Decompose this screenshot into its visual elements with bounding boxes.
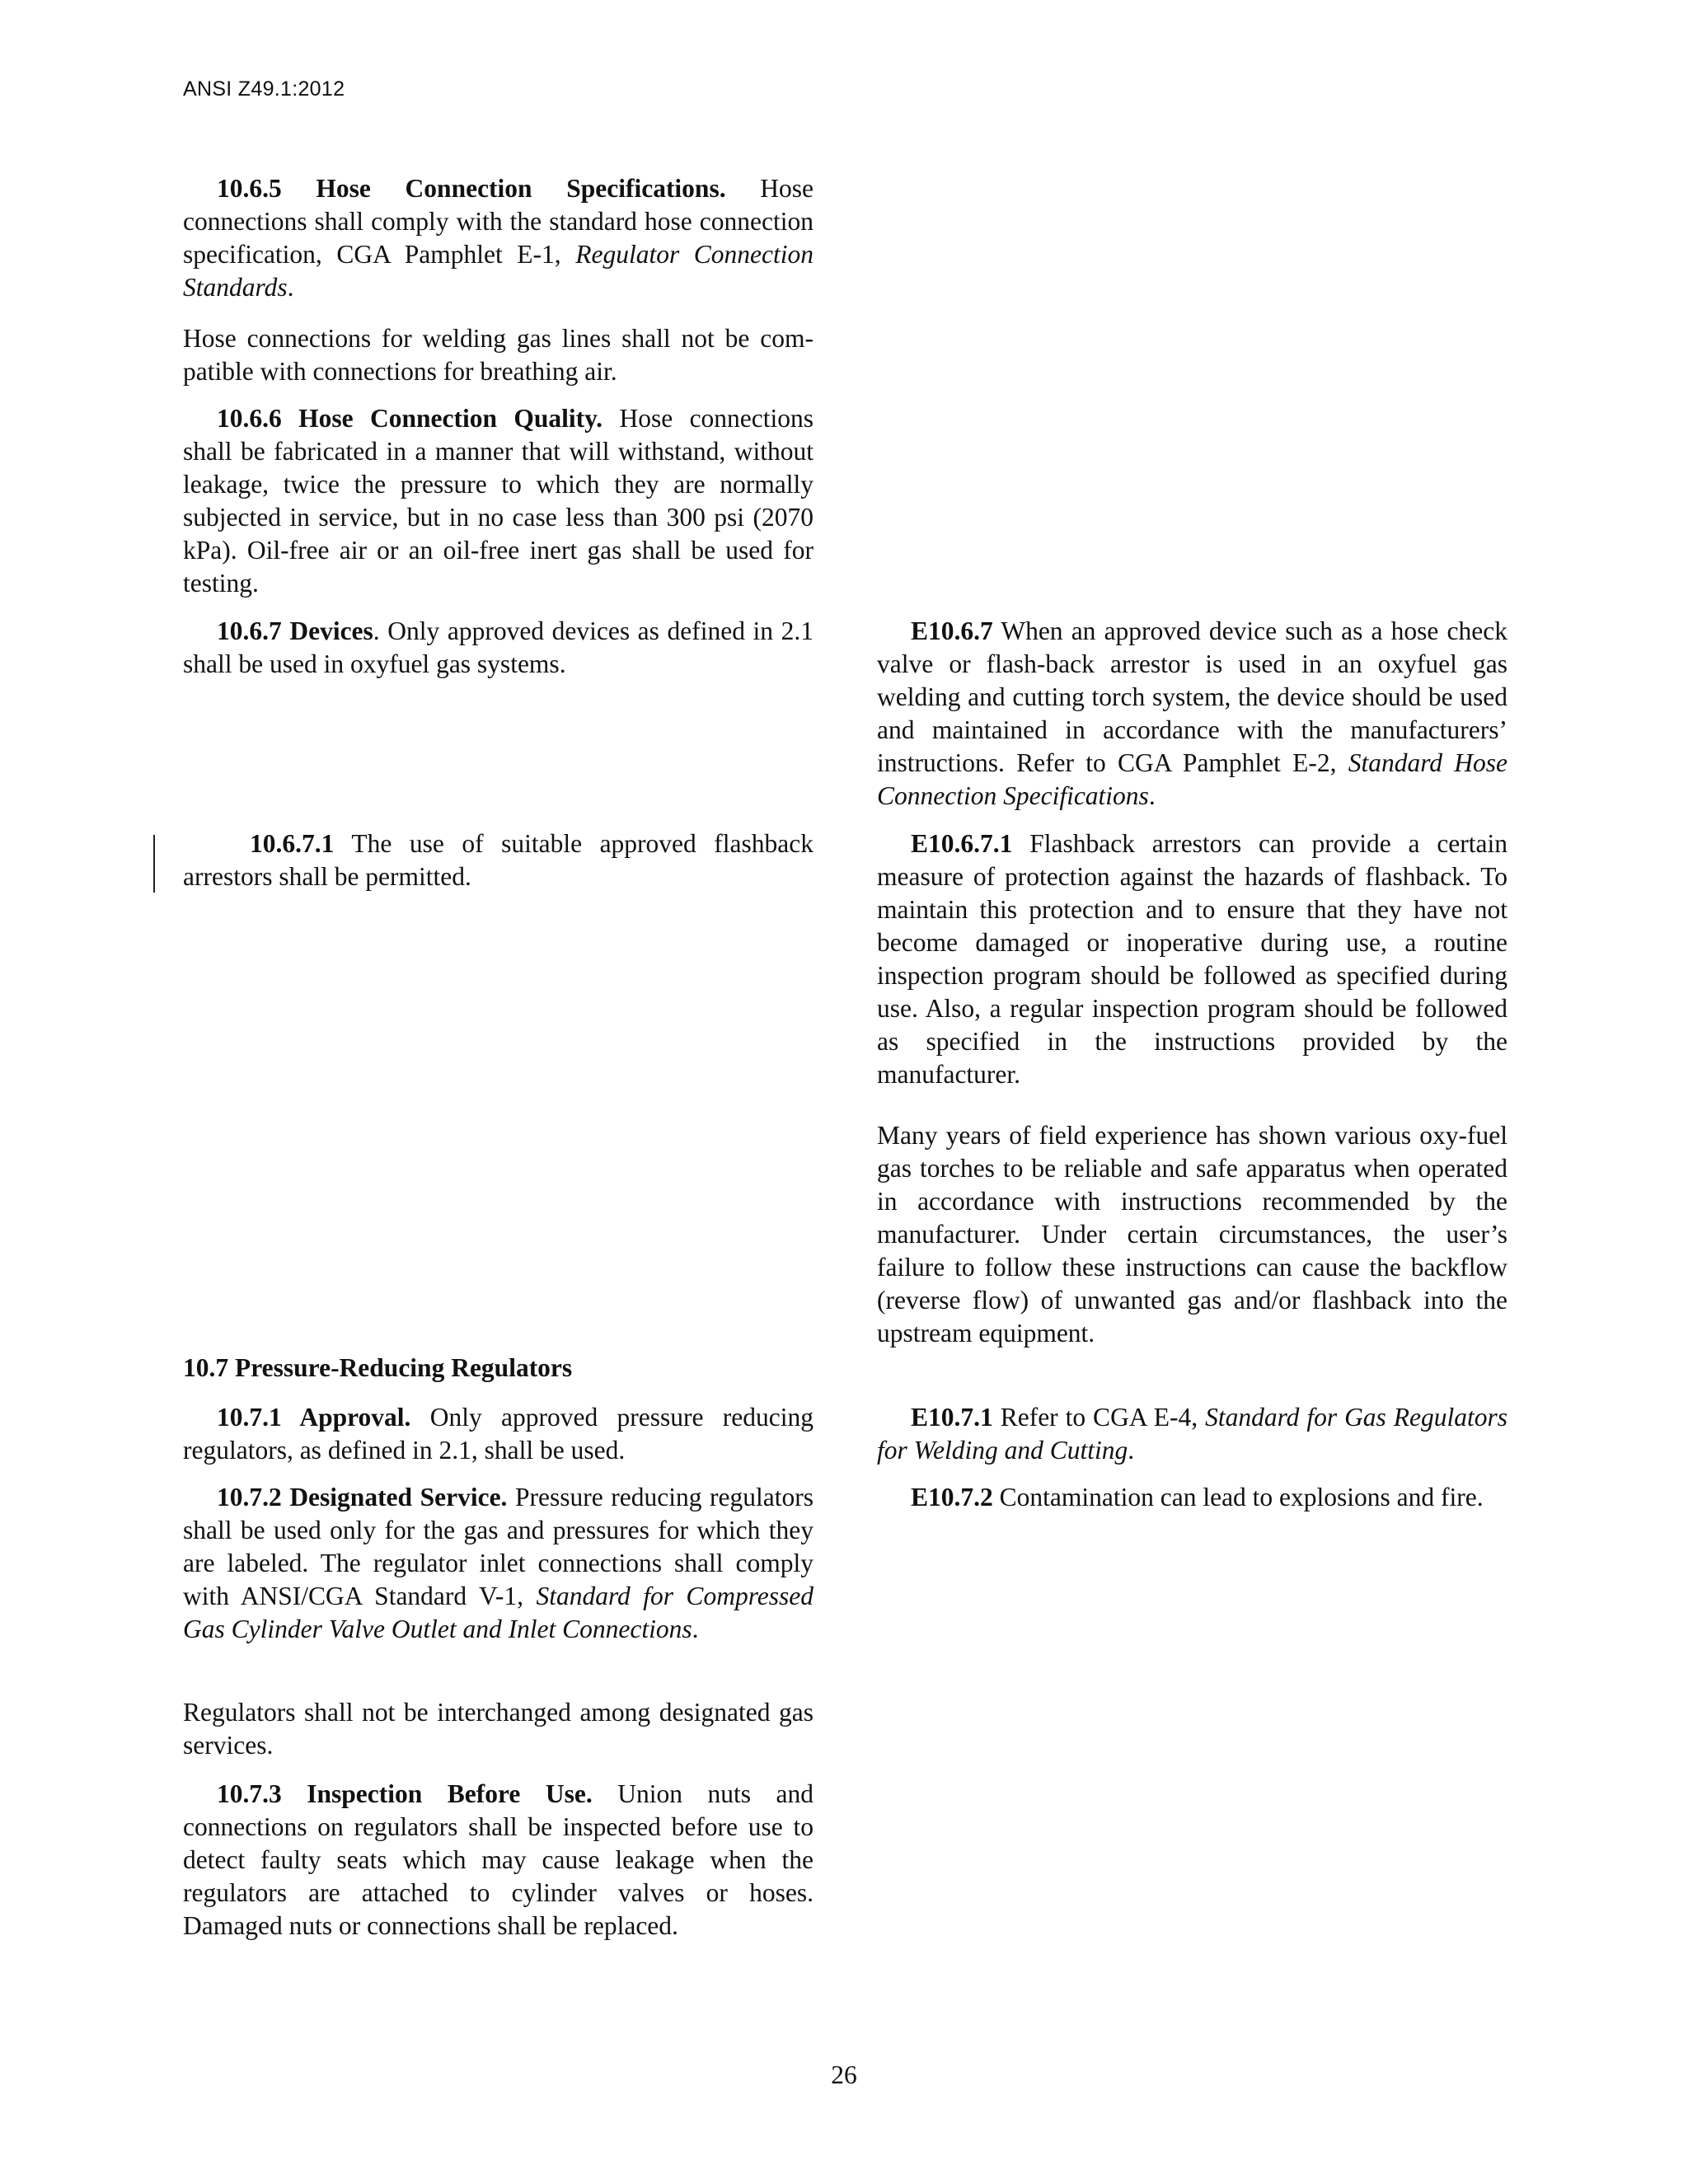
page-number: 26 — [831, 2060, 857, 2089]
explanation-e10-7-2 — [877, 1481, 1507, 1514]
section-text: Flashback arrestors can provide a certain measure of protection against the hazards of flashback. To maintain this protection and to ensure that they have not become damaged or inoperative during use, a routine inspection program should be followed as specified during use. Also, a regular inspection program should be followed as specified in the instructions provided by the manufacturer. — [877, 829, 1508, 1089]
reference-title: Standard Hose Connection Specifications — [877, 748, 1507, 810]
section-title: Designated Service. — [289, 1483, 508, 1511]
section-10-7-2 — [183, 1481, 814, 1646]
punctuation: . — [1148, 781, 1156, 810]
paragraph-regulators-interchange: Regulators shall not be interchanged among designated gas services. — [183, 1698, 814, 1760]
section-title: Inspection Before Use. — [307, 1779, 593, 1808]
paragraph-field-experience: Many years of field experience has shown various oxy-fuel gas torches to be reliable and safe apparatus when operated in accordance with instructions recommended by the manufacturer. Under certain circumstances, the user’s failure to follow these instructions can cause the backflow (reverse flow) of unwanted gas and/or flashback into the upstream equipment. — [877, 1121, 1507, 1347]
section-title: Devices — [289, 616, 373, 645]
section-10-6-7-1 — [183, 827, 814, 893]
section-text: Hose connections shall comply with the standard hose connection specification, CGA Pamphlet E-1, — [183, 174, 814, 269]
reference-title: Standard for Gas Regulators for Welding and Cutting — [877, 1403, 1508, 1465]
section-text: Only approved pressure reducing regulators, as defined in 2.1, shall be used. — [183, 1403, 814, 1465]
revision-change-bar — [153, 835, 155, 893]
section-10-6-7 — [183, 615, 814, 681]
section-heading-10-7: 10.7 Pressure-Reducing Regulators — [183, 1353, 573, 1382]
section-text: Pressure reducing regulators shall be used only for the gas and pressures for which they are labeled. The regulator inlet connections shall comply with ANSI/CGA Standard V-1, — [183, 1483, 814, 1610]
section-number: E10.6.7.1 — [911, 829, 1013, 858]
paragraph-hose-connections-breathing-air: Hose connections for welding gas lines shall not be com-patible with connections for breathing air. — [183, 324, 814, 386]
section-title: Hose Connection Quality. — [298, 404, 603, 433]
explanation-e10-6-7-1 — [877, 827, 1507, 1091]
section-10-7-3 — [183, 1778, 814, 1943]
section-number: 10.6.6 — [217, 404, 282, 433]
section-10-7-1 — [183, 1401, 814, 1467]
section-text: Refer to CGA E-4, — [1000, 1403, 1198, 1432]
section-number: 10.6.5 — [217, 174, 282, 203]
section-number: E10.6.7 — [911, 616, 993, 645]
section-number: E10.7.1 — [911, 1403, 993, 1432]
section-text: When an approved device such as a hose check valve or flash-back arrestor is used in an oxyfuel gas welding and cutting torch system, the device should be used and maintained in accordance with the manufacturers’ instructions. Refer to CGA Pamphlet E-2, — [877, 616, 1507, 777]
section-text: . Only approved devices as defined in 2.1 shall be used in oxyfuel gas systems. — [183, 616, 814, 678]
reference-title: Standard for Compressed Gas Cylinder Valve Outlet and Inlet Connections — [183, 1582, 814, 1643]
explanation-e10-7-1 — [877, 1401, 1507, 1467]
section-number: 10.7.2 — [217, 1483, 282, 1511]
punctuation: . — [287, 273, 294, 302]
section-text: Hose connections shall be fabricated in a manner that will withstand, without leakage, twice the pressure to which they are normally subjected in service, but in no case less than 300 psi (2070 kPa). Oil-free air or an oil-free inert gas shall be used for testing. — [183, 404, 814, 598]
reference-title: Regulator Connection Standards — [183, 240, 814, 302]
section-text: Union nuts and connections on regulators shall be inspected before use to detect faulty seats which may cause leakage when the regulators are attached to cylinder valves or hoses. Damaged nuts or connections shall be replaced. — [183, 1779, 814, 1940]
section-10-6-6 — [183, 402, 814, 600]
section-text: The use of suitable approved flashback arrestors shall be permitted. — [183, 829, 814, 891]
section-number: 10.6.7.1 — [250, 829, 335, 858]
section-title: Approval. — [299, 1403, 411, 1432]
section-number: 10.7.1 — [217, 1403, 282, 1432]
section-number: 10.7.3 — [217, 1779, 282, 1808]
section-10-6-5 — [183, 172, 814, 304]
punctuation: . — [692, 1615, 699, 1643]
section-text: Contamination can lead to explosions and fire. — [999, 1483, 1484, 1511]
section-number: E10.7.2 — [911, 1483, 993, 1511]
document-header: ANSI Z49.1:2012 — [183, 77, 345, 101]
section-number: 10.6.7 — [217, 616, 282, 645]
punctuation: . — [1128, 1436, 1135, 1465]
explanation-e10-6-7 — [877, 615, 1507, 813]
section-title: Hose Connection Specifications. — [316, 174, 726, 203]
